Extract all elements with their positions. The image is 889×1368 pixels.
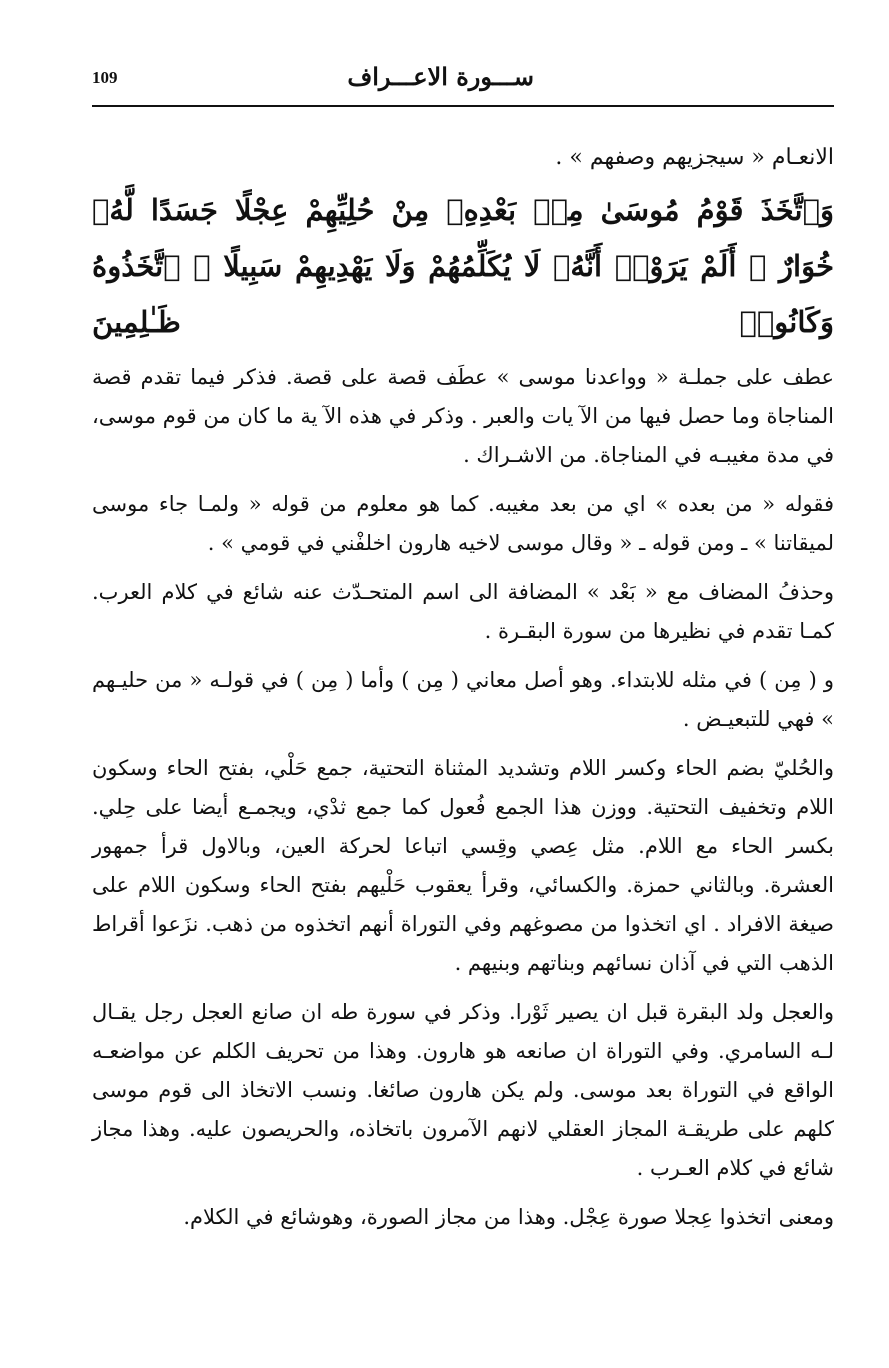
quran-verse: وَٱتَّخَذَ قَوْمُ مُوسَىٰ مِنۢ بَعْدِهِۦ مِنْ حُلِيِّهِمْ عِجْلًا جَسَدًا لَّهُۥ خُوَارٌ ۚ أَلَمْ يَرَوْا۟ أَنَّهُۥ لَا يُكَلِّمُهُمْ وَلَا يَهْدِيهِمْ سَبِيلًا ۘ ٱتَّخَذُوهُ وَكَانُوا۟ ظَـٰلِمِينَ <box>92 193 834 339</box>
header-divider <box>92 105 834 107</box>
page-header <box>92 62 834 102</box>
paragraph: والعجل ولد البقرة قبل ان يصير ثَوْرا. وذكر في سورة طه ان صانع العجل رجل يقـال لـه السامري. وفي التوراة ان صانعه هو هارون. وهذا من تحريف الكلم عن مواضعـه الواقع في التوراة بعد موسى. ولم يكن هارون صائغا. ونسب الاتخاذ الى قوم موسى كلهم على طريقـة المجاز العقلي لانهم الآمرون باتخاذه، والحريصون عليه. وهذا مجاز شائع في كلام العـرب . <box>92 1000 834 1180</box>
paragraph: عطف على جملـة « وواعدنا موسى » عطَف قصة على قصة. فذكر فيما تقدم قصة المناجاة وما حصل فيها من الآ يات والعبر . وذكر في هذه الآ ية ما كان من قوم موسى، في مدة مغيبـه في المناجاة. من الاشـراك . <box>92 365 834 467</box>
paragraph: فقوله « من بعده » اي من بعد مغيبه. كما هو معلوم من قوله « ولمـا جاء موسى لميقاتنا » ـ ومن قوله ـ « وقال موسى لاخيه هارون اخلفْني في قومي » . <box>92 492 834 555</box>
paragraph: وحذفُ المضاف مع « بَعْد » المضافة الى اسم المتحـدّث عنه شائع في كلام العرب. كمـا تقدم في نظيرها من سورة البقـرة . <box>92 580 834 643</box>
page-number: 109 <box>92 68 118 87</box>
page-body <box>92 140 834 1237</box>
paragraph: ومعنى اتخذوا عِجلا صورة عِجْل. وهذا من مجاز الصورة، وهوشائع في الكلام. <box>183 1205 834 1229</box>
continuation-line: الانعـام « سيجزيهم وصفهم » . <box>555 145 834 170</box>
paragraph: و ( مِن ) في مثله للابتداء. وهو أصل معاني ( مِن ) وأما ( مِن ) في قولـه « من حليـهم » فهي للتبعيـض . <box>92 668 834 731</box>
paragraph: والحُليّ بضم الحاء وكسر اللام وتشديد المثناة التحتية، جمع حَلْي، بفتح الحاء وسكون اللام وتخفيف التحتية. ووزن هذا الجمع فُعول كما جمع ثدْي، ويجمـع أيضا على حِلي. بكسر الحاء مع اللام. مثل عِصي وقِسي اتباعا لحركة العين، وبالاول قرأ جمهور العشرة. وبالثاني حمزة. والكسائي، وقرأ يعقوب حَلْيهم بفتح الحاء وسكون اللام على صيغة الافراد . اي اتخذوا من مصوغهم وفي التوراة أنهم اتخذوه من ذهب. نزَعوا أقراط الذهب التي في آذان نسائهم وبناتهم وبنيهم . <box>92 756 834 975</box>
surah-title: ســـورة الاعـــراف <box>347 62 534 91</box>
